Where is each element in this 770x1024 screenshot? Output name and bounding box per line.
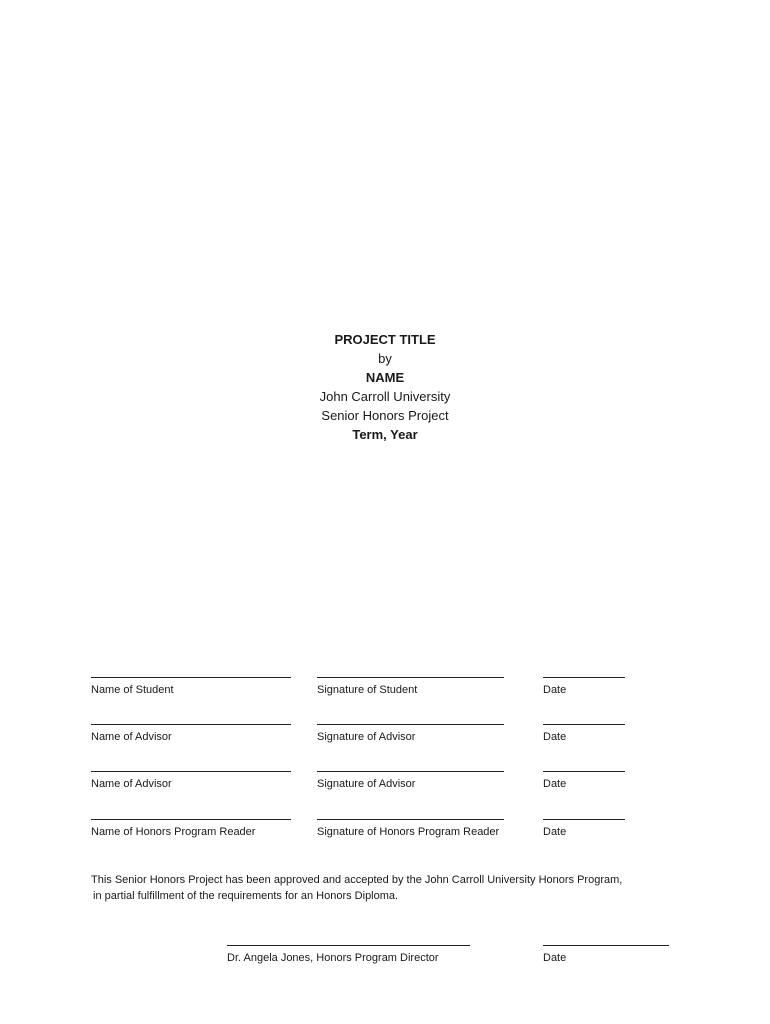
signature-field (317, 762, 504, 791)
name-line (91, 715, 291, 725)
date-field (543, 810, 625, 839)
signature-row-advisor-2 (0, 762, 770, 802)
date-field (543, 668, 625, 697)
signature-line (317, 715, 504, 725)
approval-line-1: This Senior Honors Project has been approved and accepted by the John Carroll University Honors Program, (91, 874, 623, 886)
signature-line (317, 762, 504, 772)
date-line (543, 715, 625, 725)
name-line (91, 668, 291, 678)
date-label: Date (543, 731, 567, 743)
name-line (91, 762, 291, 772)
date-label: Date (543, 826, 567, 838)
by-line: by (378, 351, 392, 366)
date-field (543, 715, 625, 744)
university-name: John Carroll University (319, 389, 451, 404)
director-field (227, 936, 470, 965)
name-field (91, 762, 291, 791)
title-block (0, 330, 770, 444)
director-label: Dr. Angela Jones, Honors Program Director (227, 952, 439, 964)
term-year: Term, Year (352, 427, 418, 442)
director-date-field (543, 936, 669, 965)
signature-field (317, 715, 504, 744)
signature-row-advisor-1 (0, 715, 770, 755)
name-label: Name of Advisor (91, 731, 172, 743)
name-line (91, 810, 291, 820)
director-signature-line (227, 936, 470, 946)
director-date-label: Date (543, 952, 567, 964)
name-field (91, 810, 291, 839)
signature-label: Signature of Advisor (317, 731, 416, 743)
signature-row-student (0, 668, 770, 708)
name-label: Name of Student (91, 684, 174, 696)
project-title: PROJECT TITLE (334, 332, 436, 347)
name-label: Name of Advisor (91, 778, 172, 790)
name-field (91, 715, 291, 744)
signature-label: Signature of Honors Program Reader (317, 826, 500, 838)
name-label: Name of Honors Program Reader (91, 826, 256, 838)
date-label: Date (543, 778, 567, 790)
signature-line (317, 668, 504, 678)
author-name: NAME (365, 370, 405, 385)
signature-label: Signature of Advisor (317, 778, 416, 790)
director-signature-row (0, 936, 770, 976)
date-field (543, 762, 625, 791)
signature-label: Signature of Student (317, 684, 418, 696)
signature-field (317, 810, 504, 839)
approval-statement (91, 872, 711, 904)
signature-line (317, 810, 504, 820)
signature-field (317, 668, 504, 697)
name-field (91, 668, 291, 697)
date-line (543, 810, 625, 820)
signature-row-reader (0, 810, 770, 850)
approval-line-2: in partial fulfillment of the requirements for an Honors Diploma. (93, 890, 399, 902)
date-line (543, 762, 625, 772)
date-label: Date (543, 684, 567, 696)
date-line (543, 668, 625, 678)
project-type: Senior Honors Project (321, 408, 449, 423)
director-date-line (543, 936, 669, 946)
